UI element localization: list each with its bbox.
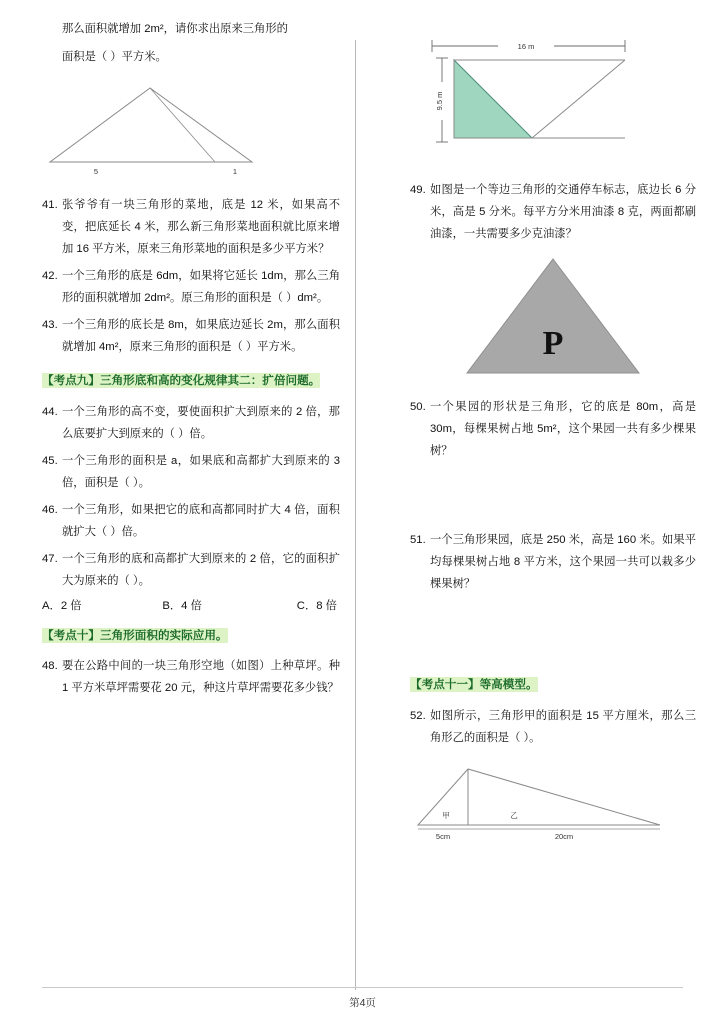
triangle-svg [42, 74, 272, 179]
question-52 [410, 705, 696, 749]
right-column [362, 18, 724, 978]
question-52-number: 52. [410, 709, 426, 722]
question-51-text: 一个三角形果园，底是 250 米，高是 160 米。如果平均每棵果树占地 8 平方米，这个果园一共可以栽多少棵果树？ [430, 534, 696, 591]
choice-b[interactable]: B．4 倍 [162, 599, 202, 612]
question-46-text: 一个三角形，如果把它的底和高都同时扩大 4 倍，面积就扩大（ ）倍。 [62, 503, 340, 538]
choice-c[interactable]: C．8 倍 [296, 599, 337, 612]
answer-space-50 [410, 467, 696, 529]
figure-two-triangles-equal-height [410, 755, 696, 852]
question-50-number: 50. [410, 401, 426, 414]
figure-right-triangle-road [410, 24, 696, 169]
base-right-label: 20cm [554, 831, 574, 841]
section-heading-11 [410, 674, 696, 697]
question-45 [42, 450, 340, 494]
question-49-number: 49. [410, 184, 426, 196]
question-45-text: 一个三角形的面积是 a，如果底和高都扩大到原来的 3 倍，面积是（ ）。 [62, 454, 340, 489]
page-number: 第4页 [349, 997, 376, 1009]
question-48-number: 48. [42, 660, 58, 673]
question-48 [42, 655, 340, 699]
question-47-choices [42, 597, 340, 613]
fig-left-label: 9.5 m [435, 91, 444, 111]
question-49-text: 如图是一个等边三角形的交通停车标志，底边长 6 分米，高是 5 分米。每平方分米用油漆 8 克，两面都刷油漆，一共需要多少克油漆？ [430, 184, 696, 241]
footer-rule [42, 987, 683, 988]
question-47-text: 一个三角形的底和高都扩大到原来的 2 倍，它的面积扩大为原来的（ ）。 [62, 552, 340, 587]
question-42-text: 一个三角形的底是 6dm，如果将它延长 1dm，那么三角形的面积就增加 2dm²。原三角形的面积是（ ）dm²。 [62, 270, 340, 305]
page-footer [0, 995, 725, 1010]
parking-sign-svg [453, 251, 653, 381]
two-triangles-svg [410, 755, 676, 847]
left-column [0, 18, 362, 978]
choice-a[interactable]: A．2 倍 [42, 599, 82, 612]
question-44-number: 44. [42, 405, 58, 418]
question-41 [42, 194, 340, 260]
two-column-layout [0, 18, 725, 978]
question-44-text: 一个三角形的高不变，要使面积扩大到原来的 2 倍，那么底要扩大到原来的（ ）倍。 [62, 405, 340, 440]
fig-label-left: 5 [93, 167, 99, 177]
question-44 [42, 401, 340, 445]
question-48-text: 要在公路中间的一块三角形空地（如图）上种草坪。种 1 平方米草坪需要花 20 元，种这片草坪需要花多少钱？ [62, 660, 340, 695]
question-51 [410, 529, 696, 595]
question-43-number: 43. [42, 319, 58, 332]
figure-parking-sign [410, 251, 696, 386]
base-left-label: 5cm [435, 831, 451, 841]
fig-label-right: 1 [232, 167, 238, 177]
section-heading-10 [42, 625, 340, 648]
section-heading-10-text: 【考点十】三角形面积的实际应用。 [42, 628, 228, 642]
sign-letter: P [542, 325, 564, 363]
intro-line-2: 面积是（ ）平方米。 [62, 51, 167, 64]
figure-triangle-with-base-segments [42, 74, 340, 184]
question-50-text: 一个果园的形状是三角形，它的底是 80m，高是 30m，每棵果树占地 5m²，这个果园一共有多少棵果树？ [430, 401, 696, 458]
question-45-number: 45. [42, 454, 58, 467]
right-triangle-svg [410, 24, 670, 164]
question-51-number: 51. [410, 534, 426, 547]
section-heading-9 [42, 370, 340, 393]
question-46-number: 46. [42, 503, 58, 516]
fig-top-label: 16 m [517, 42, 535, 51]
section-heading-9-text: 【考点九】三角形底和高的变化规律其二：扩倍问题。 [42, 374, 321, 388]
question-47-number: 47. [42, 552, 58, 565]
question-43-text: 一个三角形的底长是 8m，如果底边延长 2m，那么面积就增加 4m²，原来三角形的面积是（ ）平方米。 [62, 319, 340, 354]
question-50 [410, 396, 696, 462]
question-47 [42, 548, 340, 592]
question-41-number: 41. [42, 199, 58, 212]
question-42-number: 42. [42, 270, 58, 283]
question-42 [42, 265, 340, 309]
question-46 [42, 499, 340, 543]
column-divider [355, 40, 356, 990]
question-41-text: 张爷爷有一块三角形的菜地，底是 12 米，如果高不变，把底延长 4 米，那么新三角形菜地面积就比原来增加 16 平方米，原来三角形菜地的面积是多少平方米？ [62, 199, 340, 256]
question-49 [410, 179, 696, 245]
answer-space-51 [410, 600, 696, 662]
question-43 [42, 314, 340, 358]
label-jia: 甲 [442, 810, 450, 820]
section-heading-11-text: 【考点十一】等高模型。 [410, 678, 538, 692]
question-52-text: 如图所示，三角形甲的面积是 15 平方厘米，那么三角形乙的面积是（ ）。 [430, 709, 696, 744]
label-yi: 乙 [510, 810, 518, 820]
intro-line-1: 那么面积就增加 2m²，请你求出原来三角形的 [62, 23, 288, 35]
